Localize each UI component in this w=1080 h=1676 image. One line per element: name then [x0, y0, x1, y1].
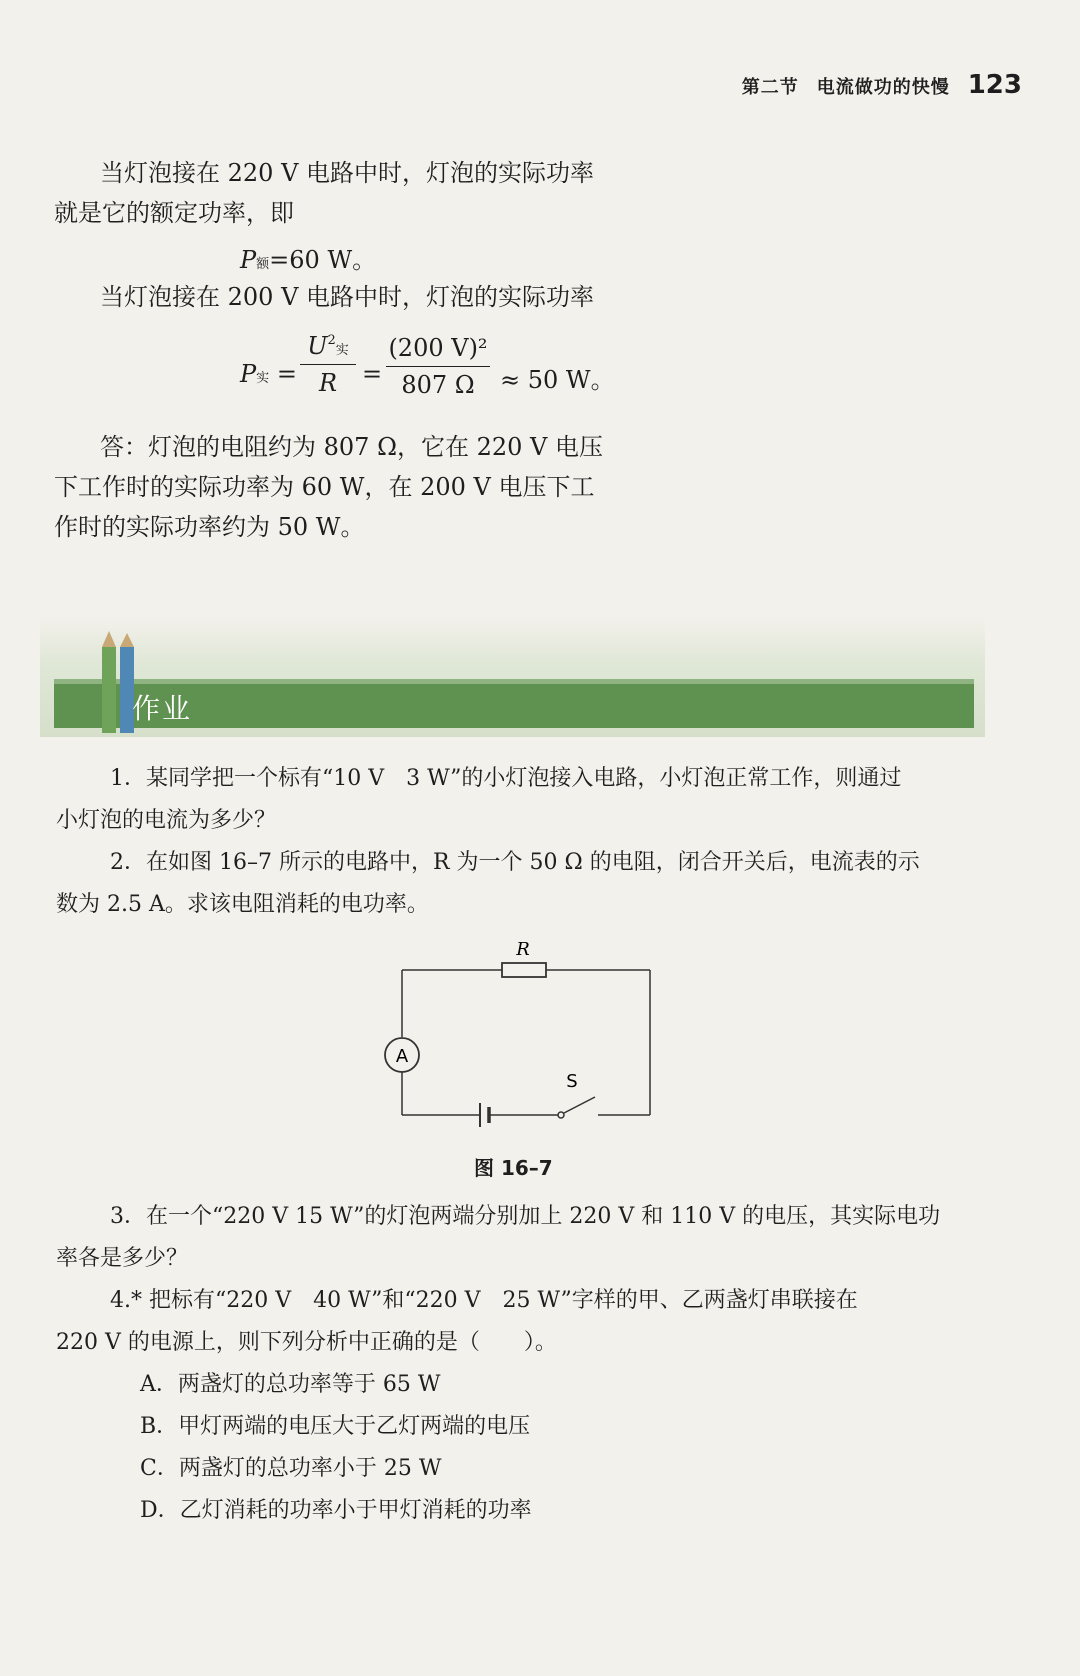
numerator: U	[307, 332, 328, 360]
equals-sign: =	[362, 360, 383, 388]
option-c: C．两盏灯的总功率小于 25 W	[140, 1456, 442, 1481]
rated-power-formula	[240, 240, 376, 275]
question-line: 220 V 的电源上，则下列分析中正确的是（ ）。	[56, 1330, 557, 1355]
question-1	[56, 758, 986, 842]
answer-line: 答：灯泡的电阻约为 807 Ω，它在 220 V 电压	[100, 433, 603, 461]
section-label: 第二节	[741, 77, 799, 98]
solution-line: 当灯泡接在 200 V 电路中时，灯泡的实际功率	[100, 283, 595, 311]
question-line: 3．在一个“220 V 15 W”的灯泡两端分别加上 220 V 和 110 V 的电压，其实际电功	[110, 1204, 941, 1229]
switch-symbol	[558, 1112, 564, 1118]
power-symbol: P	[240, 246, 257, 274]
formula-result: ≈ 50 W。	[500, 366, 615, 394]
superscript: 2	[327, 333, 336, 348]
solution-line: 就是它的额定功率，即	[54, 199, 294, 227]
switch-label: S	[566, 1071, 578, 1092]
solution-line: 当灯泡接在 220 V 电路中时，灯泡的实际功率	[100, 159, 595, 187]
numerator: (200 V)²	[388, 334, 488, 362]
denominator: R	[318, 369, 338, 397]
formula-value: =60 W。	[269, 246, 377, 274]
option-d: D．乙灯消耗的功率小于甲灯消耗的功率	[140, 1498, 532, 1523]
question-4	[56, 1280, 986, 1364]
ammeter-label: A	[395, 1046, 409, 1067]
resistor-symbol	[502, 963, 546, 977]
homework-banner	[40, 617, 985, 737]
question-line: 4.* 把标有“220 V 40 W”和“220 V 25 W”字样的甲、乙两盏灯串联接在	[110, 1288, 858, 1313]
page-header	[742, 70, 1022, 100]
option-a: A．两盏灯的总功率等于 65 W	[140, 1372, 441, 1397]
resistor-label: R	[516, 939, 530, 960]
question-2	[56, 842, 986, 926]
option-b: B．甲灯两端的电压大于乙灯两端的电压	[140, 1414, 531, 1439]
question-line: 数为 2.5 A。求该电阻消耗的电功率。	[56, 892, 429, 917]
homework-label: 作业	[132, 692, 193, 725]
question-line: 率各是多少？	[56, 1246, 189, 1271]
subscript: 实	[256, 371, 270, 386]
answer-line: 作时的实际功率约为 50 W。	[54, 513, 365, 541]
subscript: 实	[335, 343, 349, 358]
power-symbol: P	[240, 360, 257, 388]
section-title: 电流做功的快慢	[816, 77, 950, 98]
circuit-diagram	[380, 935, 660, 1135]
fraction-u-over-r	[300, 332, 356, 397]
subscript: 额	[256, 257, 270, 272]
fraction-numeric	[386, 334, 490, 399]
denominator: 807 Ω	[401, 371, 475, 399]
page-number: 123	[967, 70, 1022, 100]
question-line: 2．在如图 16–7 所示的电路中，R 为一个 50 Ω 的电阻，闭合开关后，电流表的示	[110, 850, 920, 875]
figure-caption: 图 16–7	[474, 1156, 553, 1180]
question-line: 1．某同学把一个标有“10 V 3 W”的小灯泡接入电路，小灯泡正常工作，则通过	[110, 766, 902, 791]
question-3	[56, 1196, 986, 1280]
answer-line: 下工作时的实际功率为 60 W，在 200 V 电压下工	[54, 473, 595, 501]
question-line: 小灯泡的电流为多少？	[56, 808, 277, 833]
equals-sign: =	[276, 360, 297, 388]
